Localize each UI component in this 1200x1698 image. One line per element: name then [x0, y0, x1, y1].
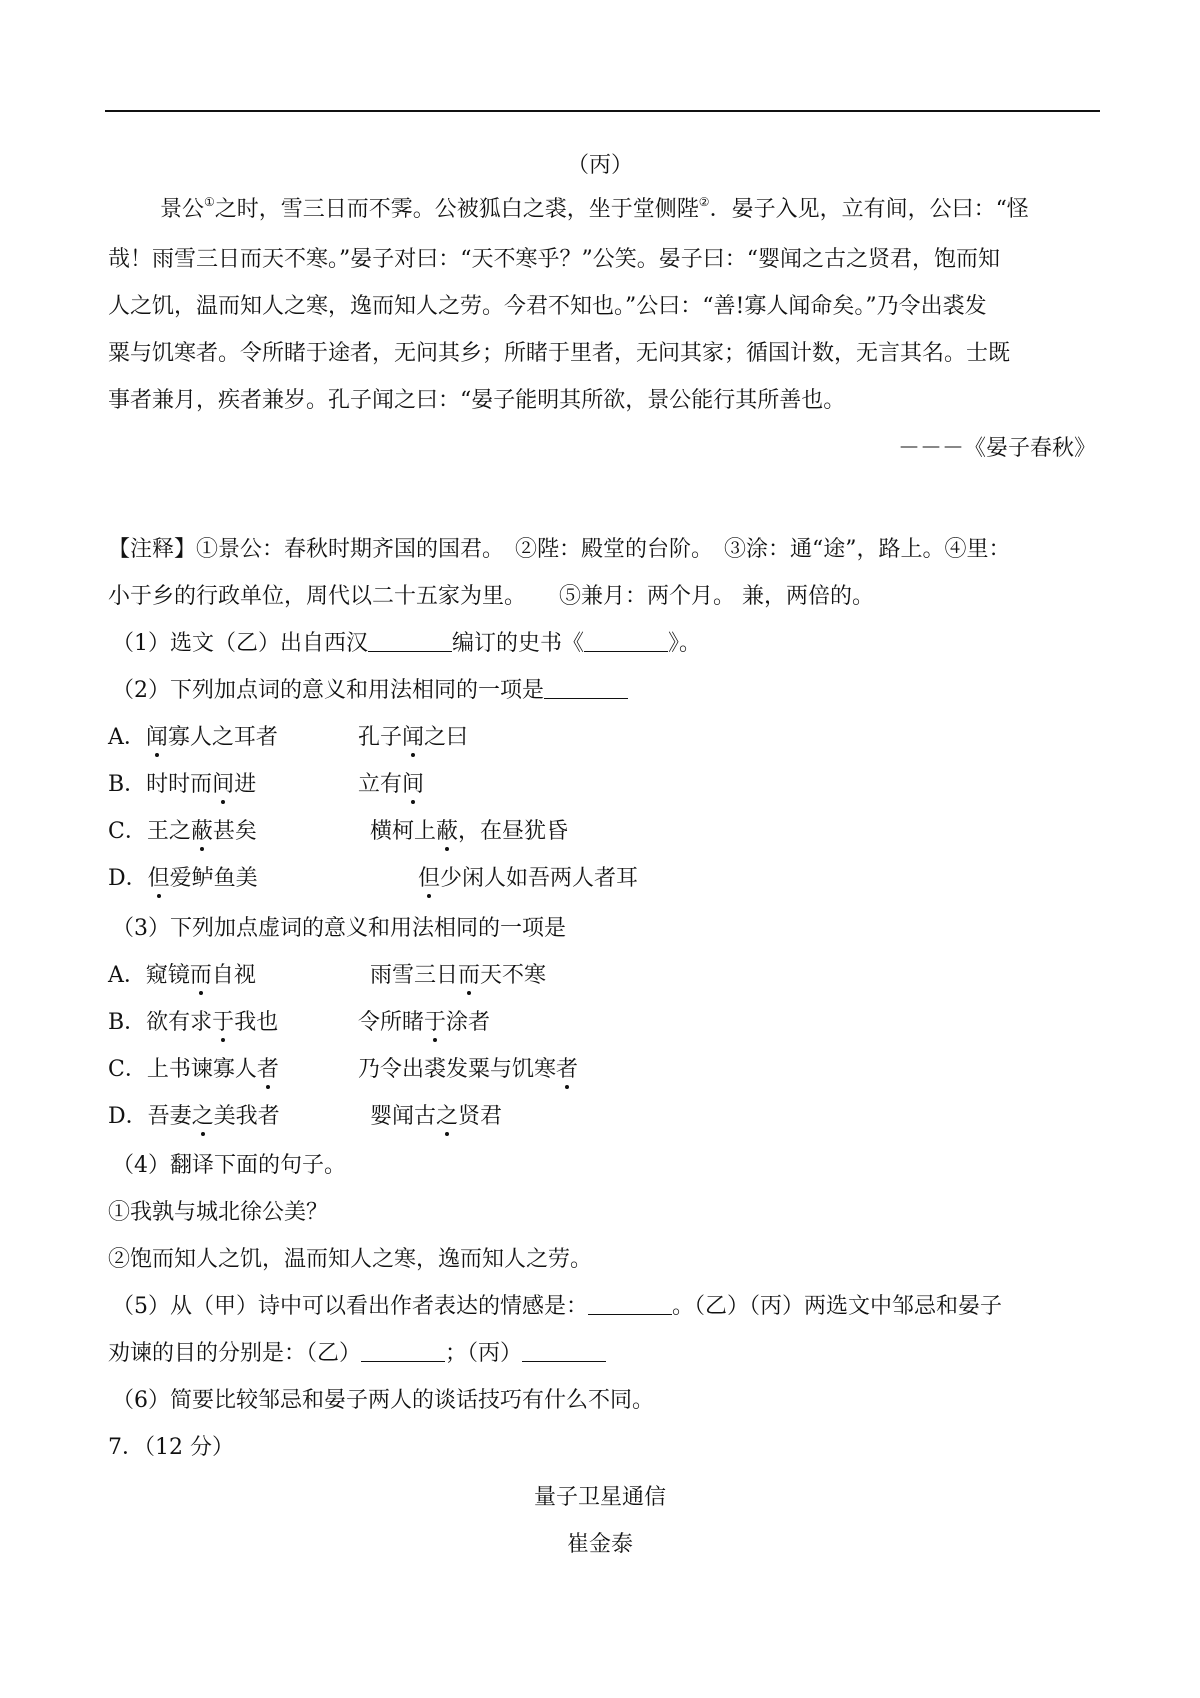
answer-blank[interactable] [584, 629, 668, 652]
question-1: （1）选文（乙）出自西汉 编订的史书《 》。 [112, 631, 702, 656]
q2-option-a-pair: 孔子闻之曰 [358, 725, 469, 750]
question-7-label: 7．（12 分） [108, 1435, 234, 1460]
dotted-char: 蔽 [436, 819, 459, 844]
q2-option-b: B．时时而间进 [108, 772, 257, 797]
dotted-char: 者 [556, 1057, 579, 1082]
q2-option-d-pair: 但少闲人如吾两人者耳 [418, 866, 639, 891]
question-3-stem: （3）下列加点虚词的意义和用法相同的一项是 [112, 916, 566, 941]
answer-blank[interactable] [361, 1339, 445, 1362]
question-6-stem: （6）简要比较邹忌和晏子两人的谈话技巧有什么不同。 [112, 1388, 654, 1413]
answer-blank[interactable] [368, 629, 452, 652]
dotted-char: 蔽 [190, 819, 213, 844]
q3-option-b: B．欲有求于我也 [108, 1010, 279, 1035]
q3-option-a: A．窥镜而自视 [108, 963, 256, 988]
q2-option-c: C．王之蔽甚矣 [108, 819, 257, 844]
q3-option-b-pair: 令所睹于涂者 [358, 1010, 491, 1035]
notes-line-1: 【注释】①景公：春秋时期齐国的国君。 ②陛：殿堂的台阶。 ③涂：通“途”，路上。④里： [108, 537, 1011, 562]
dotted-char: 而 [189, 963, 212, 988]
q3-option-d: D．吾妻之美我者 [108, 1104, 280, 1129]
dotted-char: 于 [424, 1010, 447, 1035]
note-marker-2: ② [698, 195, 710, 209]
dotted-char: 间 [402, 772, 425, 797]
passage-source: －－－《晏子春秋》 [897, 436, 1096, 461]
dotted-char: 于 [212, 1010, 235, 1035]
dotted-char: 但 [147, 866, 170, 891]
notes-line-2: 小于乡的行政单位，周代以二十五家为里。 ⑤兼月：两个月。 兼，两倍的。 [108, 584, 874, 609]
q3-option-a-pair: 雨雪三日而天不寒 [370, 963, 547, 988]
article-author: 崔金泰 [566, 1532, 633, 1557]
question-4-stem: （4）翻译下面的句子。 [112, 1153, 346, 1178]
passage [130, 186, 1100, 233]
dotted-char: 之 [436, 1104, 459, 1129]
dotted-char: 间 [212, 772, 235, 797]
q2-option-d: D．但爱鲈鱼美 [108, 866, 258, 891]
dotted-char: 但 [418, 866, 441, 891]
q2-option-c-pair: 横柯上蔽，在昼犹昏 [370, 819, 569, 844]
passage-line-5: 事者兼月，疾者兼岁。孔子闻之曰：“晏子能明其所欲，景公能行其所善也。 [108, 388, 846, 413]
dotted-char: 闻 [402, 725, 425, 750]
q3-option-c-pair: 乃令出裘发粟与饥寒者 [358, 1057, 579, 1082]
passage-line-3: 人之饥，温而知人之寒，逸而知人之劳。今君不知也。”公曰：“善!寡人闻命矣。”乃令出裘发 [108, 294, 987, 319]
dotted-char: 而 [458, 963, 481, 988]
answer-blank[interactable] [588, 1292, 672, 1315]
section-label: （丙） [566, 153, 633, 178]
q3-option-d-pair: 婴闻古之贤君 [370, 1104, 503, 1129]
passage-line-2: 哉！雨雪三日而天不寒。”晏子对曰：“天不寒乎？”公笑。晏子曰：“婴闻之古之贤君，饱而知 [108, 247, 1000, 272]
q2-option-a: A．闻寡人之耳者 [108, 725, 278, 750]
q2-option-b-pair: 立有间 [358, 772, 425, 797]
answer-blank[interactable] [544, 676, 628, 699]
q4-sentence-2: ②饱而知人之饥，温而知人之寒，逸而知人之劳。 [108, 1247, 593, 1272]
answer-blank[interactable] [522, 1339, 606, 1362]
dotted-char: 闻 [145, 725, 168, 750]
question-5-line-1: （5）从（甲）诗中可以看出作者表达的情感是： 。（乙）（丙）两选文中邹忌和晏子 [112, 1294, 1003, 1319]
dotted-char: 者 [256, 1057, 279, 1082]
top-rule [105, 110, 1100, 112]
question-2-stem: （2）下列加点词的意义和用法相同的一项是 [112, 667, 628, 715]
q4-sentence-1: ①我孰与城北徐公美？ [108, 1200, 329, 1225]
passage-line-1: 景公①之时，雪三日而不霁。公被狐白之裘，坐于堂侧陛②．晏子入见，立有间，公曰：“怪 [160, 195, 1029, 222]
passage-line-4: 粟与饥寒者。令所睹于途者，无问其乡；所睹于里者，无问其家；循国计数，无言其名。士既 [108, 341, 1011, 366]
article-title: 量子卫星通信 [533, 1485, 666, 1510]
note-marker-1: ① [204, 195, 215, 209]
question-5-line-2: 劝谏的目的分别是：（乙） ；（丙） [108, 1330, 606, 1378]
dotted-char: 之 [191, 1104, 214, 1129]
q3-option-c: C．上书谏寡人者 [108, 1057, 279, 1082]
